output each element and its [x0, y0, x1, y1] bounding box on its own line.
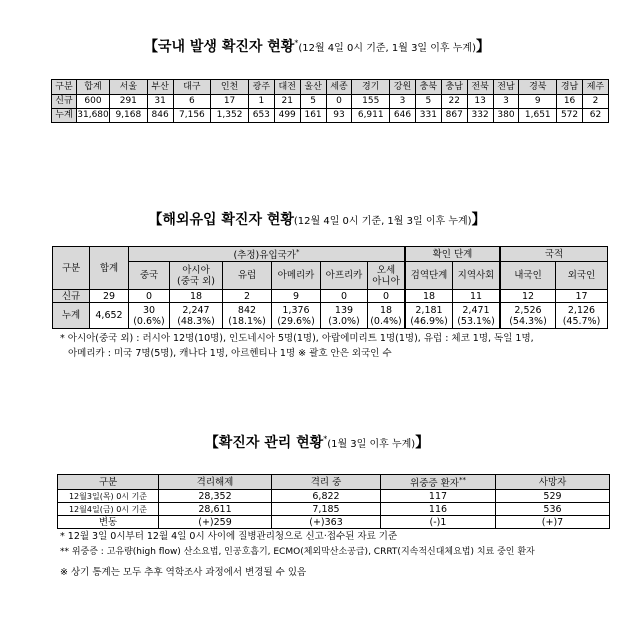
table-row [52, 109, 609, 123]
cell: 117 [381, 490, 496, 503]
header-cell: 오세 아니아 [368, 262, 406, 290]
header-cell: 합계 [77, 80, 110, 95]
header-cell: 사망자 [496, 475, 610, 490]
cell: 1,651 [519, 109, 557, 123]
overseas-title: 【해외유입 확진자 현황(12월 4일 0시 기준, 1월 3일 이후 누계)】 [148, 212, 486, 228]
header-cell: 전남 [493, 80, 519, 95]
cell: 31 [147, 95, 173, 109]
header-cell: 전북 [467, 80, 493, 95]
cell: 11 [453, 290, 501, 303]
management-note-2: ** 위중증 : 고유량(high flow) 산소요법, 인공호흡기, ECMO(체외막산소공급), CRRT(지속적신대체요법) 치료 중인 환자 [60, 547, 535, 557]
cell: 22 [441, 95, 467, 109]
value: 2,181 [415, 304, 443, 316]
header-cell: 아시아 (중국 외) [170, 262, 223, 290]
cell: (+)363 [272, 516, 381, 529]
row-label: 누계 [53, 303, 90, 329]
header-cell: 충북 [415, 80, 441, 95]
header-cell: 지역사회 [453, 262, 501, 290]
management-table [57, 474, 610, 529]
cell: 6,822 [272, 490, 381, 503]
cell: (-)1 [381, 516, 496, 529]
percent: (53.1%) [457, 315, 495, 327]
cell [170, 303, 223, 329]
cell: 3 [390, 95, 416, 109]
header-cell: 부산 [147, 80, 173, 95]
cell [129, 303, 170, 329]
percent: (0.6%) [133, 315, 165, 327]
header-cell: 격리 중 [272, 475, 381, 490]
cell: 1 [248, 95, 274, 109]
row-label: 변동 [58, 516, 159, 529]
row-label: 누계 [52, 109, 77, 123]
header-cell: 대구 [173, 80, 211, 95]
overseas-note-2: 아메리카 : 미국 7명(5명), 캐나다 1명, 아르헨티나 1명 ※ 괄호 안은 외국인 수 [68, 348, 392, 359]
cell: 6,911 [352, 109, 390, 123]
cell: 331 [415, 109, 441, 123]
row-label: 12월3일(목) 0시 기준 [58, 490, 159, 503]
cell: 16 [557, 95, 583, 109]
table-row [58, 516, 610, 529]
value: 2,247 [182, 304, 210, 316]
percent: (45.7%) [562, 315, 601, 327]
percent: (3.0%) [328, 315, 360, 327]
cell: 846 [147, 109, 173, 123]
header-cell: 검역단계 [405, 262, 453, 290]
cell: 28,352 [159, 490, 272, 503]
cell: 380 [493, 109, 519, 123]
header-confirm-group: 확인 단계 [405, 247, 500, 262]
header-cell: 구분 [52, 80, 77, 95]
cell: 499 [274, 109, 300, 123]
table-row [53, 303, 608, 329]
value: 2,126 [567, 304, 596, 316]
cell: 18 [405, 290, 453, 303]
percent: (46.9%) [410, 315, 448, 327]
value: 2,526 [514, 304, 542, 316]
cell: 29 [90, 290, 129, 303]
percent: (54.3%) [509, 315, 547, 327]
cell: 18 [170, 290, 223, 303]
management-title: 【확진자 관리 현황*(1월 3일 이후 누계)】 [204, 434, 430, 451]
header-cell: 광주 [248, 80, 274, 95]
header-cell: 세종 [326, 80, 352, 95]
cell: 9 [272, 290, 321, 303]
header-cell: 울산 [300, 80, 326, 95]
cell: 9,168 [110, 109, 148, 123]
domestic-table [51, 79, 609, 123]
header-cell: 아프리카 [321, 262, 368, 290]
value: 2,471 [462, 304, 490, 316]
cell: 62 [582, 109, 608, 123]
value: 30 [142, 304, 156, 316]
cell: 867 [441, 109, 467, 123]
cell: 2 [582, 95, 608, 109]
header-gubun: 구분 [53, 247, 90, 290]
cell [405, 303, 453, 329]
table-row [52, 95, 609, 109]
cell: 155 [352, 95, 390, 109]
row-label: 신규 [52, 95, 77, 109]
cell: 5 [415, 95, 441, 109]
cell: 9 [519, 95, 557, 109]
cell [272, 303, 321, 329]
header-cell: 대전 [274, 80, 300, 95]
management-note-3: ※ 상기 통계는 모두 추후 역학조사 과정에서 변경될 수 있음 [60, 567, 307, 578]
header-total: 합계 [90, 247, 129, 290]
cell: 0 [129, 290, 170, 303]
percent: (0.4%) [370, 315, 402, 327]
domestic-header-row [52, 80, 609, 95]
overseas-table [52, 246, 608, 329]
table-row [53, 290, 608, 303]
header-cell: 아메리카 [272, 262, 321, 290]
header-cell: 유럽 [223, 262, 272, 290]
row-label: 12월4일(금) 0시 기준 [58, 503, 159, 516]
header-cell: 충남 [441, 80, 467, 95]
cell: 31,680 [77, 109, 110, 123]
cell: 17 [556, 290, 608, 303]
cell: (+)259 [159, 516, 272, 529]
cell: 2 [223, 290, 272, 303]
cell [368, 303, 406, 329]
header-cell: 중국 [129, 262, 170, 290]
cell: 6 [173, 95, 211, 109]
cell: 600 [77, 95, 110, 109]
cell: 93 [326, 109, 352, 123]
percent: (29.6%) [277, 315, 315, 327]
header-cell: 내국인 [500, 262, 556, 290]
cell: 7,185 [272, 503, 381, 516]
management-note-1: * 12월 3일 0시부터 12월 4일 0시 사이에 질병관리청으로 신고·접수된 자료 기준 [60, 531, 398, 542]
cell: 28,611 [159, 503, 272, 516]
cell [223, 303, 272, 329]
header-cell: 제주 [582, 80, 608, 95]
cell: 5 [300, 95, 326, 109]
header-origin-group: (추정)유입국가* [129, 247, 406, 262]
value: 139 [334, 304, 354, 316]
header-cell: 경북 [519, 80, 557, 95]
cell: 332 [467, 109, 493, 123]
cell: 4,652 [90, 303, 129, 329]
cell: 7,156 [173, 109, 211, 123]
cell: 572 [557, 109, 583, 123]
cell: 116 [381, 503, 496, 516]
cell: 21 [274, 95, 300, 109]
percent: (48.3%) [177, 315, 215, 327]
header-cell: 강원 [390, 80, 416, 95]
header-nation-group: 국적 [500, 247, 608, 262]
value: 18 [379, 304, 393, 316]
header-cell: 위중증 환자** [381, 475, 496, 490]
cell [556, 303, 608, 329]
cell: 291 [110, 95, 148, 109]
cell: 161 [300, 109, 326, 123]
cell: 529 [496, 490, 610, 503]
header-cell: 서울 [110, 80, 148, 95]
header-cell: 경남 [557, 80, 583, 95]
cell: 3 [493, 95, 519, 109]
cell: 0 [321, 290, 368, 303]
management-header-row [58, 475, 610, 490]
cell [453, 303, 501, 329]
cell: 17 [211, 95, 249, 109]
cell: (+)7 [496, 516, 610, 529]
header-cell: 외국인 [556, 262, 608, 290]
cell: 12 [500, 290, 556, 303]
cell: 653 [248, 109, 274, 123]
value: 1,376 [282, 304, 310, 316]
cell [500, 303, 556, 329]
overseas-note-1: * 아시아(중국 외) : 러시아 12명(10명), 인도네시아 5명(1명), 아랍에미리트 1명(1명), 유럽 : 체코 1명, 독일 1명, [60, 333, 534, 344]
table-row [58, 503, 610, 516]
cell: 1,352 [211, 109, 249, 123]
header-cell: 격리해제 [159, 475, 272, 490]
cell: 646 [390, 109, 416, 123]
cell: 0 [368, 290, 406, 303]
cell: 13 [467, 95, 493, 109]
overseas-group-header-row [53, 247, 608, 262]
overseas-header-row [53, 262, 608, 290]
table-row [58, 490, 610, 503]
header-cell: 인천 [211, 80, 249, 95]
header-cell: 경기 [352, 80, 390, 95]
cell [321, 303, 368, 329]
percent: (18.1%) [228, 315, 266, 327]
domestic-title: 【국내 발생 확진자 현황*(12월 4일 0시 기준, 1월 3일 이후 누계)】 [143, 38, 490, 55]
header-cell: 구분 [58, 475, 159, 490]
cell: 0 [326, 95, 352, 109]
value: 842 [237, 304, 257, 316]
cell: 536 [496, 503, 610, 516]
row-label: 신규 [53, 290, 90, 303]
